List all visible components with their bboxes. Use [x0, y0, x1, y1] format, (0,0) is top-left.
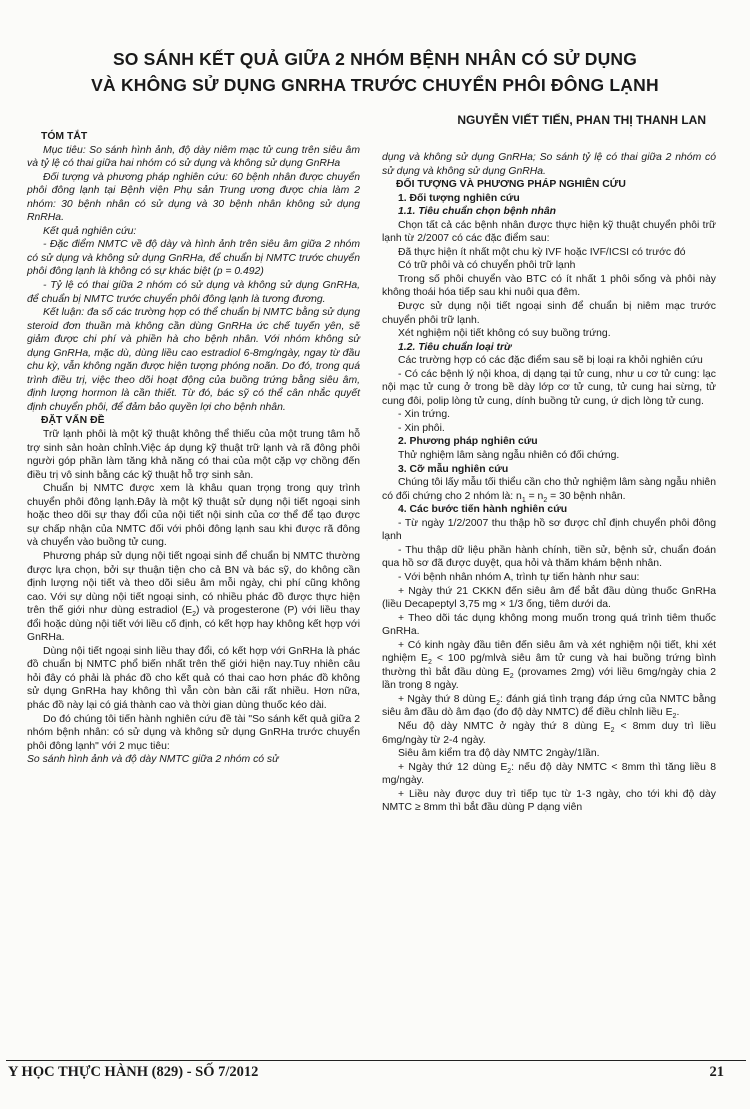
section-heading: 1. Đối tượng nghiên cứu [398, 192, 520, 204]
paragraph: Do đó chúng tôi tiến hành nghiên cứu đề tài "So sánh kết quả giữa 2 nhóm bệnh nhân: có sử dụng và không sử dụng GnRHa trước chuyển phôi đông lạnh" với 2 mục tiêu: [27, 713, 360, 752]
paragraph: - Từ ngày 1/2/2007 thu thập hồ sơ được chỉ định chuyển phôi đông lạnh [382, 517, 716, 543]
paragraph: Xét nghiệm nội tiết không có suy buồng trứng. [398, 328, 611, 340]
paragraph: + Theo dõi tác dụng không mong muốn trong quá trình tiêm thuốc GnRHa. [382, 612, 716, 638]
paragraph: Thử nghiệm lâm sàng ngẫu nhiên có đối chứng. [398, 450, 620, 462]
text: Phương pháp sử dụng nội tiết ngoại sinh để chuẩn bị NMTC thường được lựa chọn, bởi sự thuận tiện cho cả BN và bác sỹ, do không cần định lượng nội tiết và theo dõi siêu âm mỗi ngày, chi phí cũng không cao. Với sự dùng nội tiết ngoại sinh, có nhiều phác đồ được thực hiện trên thế giới như dùng estradiol (E [27, 550, 360, 617]
paragraph: + Liều này được duy trì tiếp tục từ 1-3 ngày, cho tới khi độ dày NMTC ≥ 8mm thì bắt đầu dùng P dạng viên [382, 788, 716, 814]
paragraph: Kết luận: đa số các trường hợp có thể chuẩn bị NMTC bằng sử dụng steroid đơn thuần mà không cần dùng GnRHa ức chế tuyến yên, sẽ giảm được chi phí và phiền hà cho bệnh nhân. Với nhóm không sử dụng GnRHa, mặc dù, dùng liều cao estradiol 6-8mg/ngày, ngay từ đầu chu kỳ, vẫn không ngăn được hiện tượng phóng noãn. Do đó, trong quá trình điều trị, việc theo dõi hoạt động của buồng trứng bằng siêu âm, định lượng hormon là cần thiết. Từ đó, bác sỹ có thể cân nhắc quyết định chuyển phôi, để đảm bảo quyền lợi cho bệnh nhân. [27, 307, 360, 413]
text: + Có kinh ngày đầu tiên đến siêu âm và xét nghiệm nội tiết, khi xét nghiệm E [382, 639, 716, 665]
right-column [382, 151, 716, 815]
subscript: 2 [672, 713, 677, 721]
subscript: 2 [427, 659, 432, 667]
paragraph [382, 761, 716, 788]
paragraph: dụng và không sử dụng GnRHa; So sánh tỷ lệ có thai giữa 2 nhóm có sử dụng và không sử dụng GnRHa. [382, 152, 716, 177]
article-title-line-1: SO SÁNH KẾT QUẢ GIỮA 2 NHÓM BỆNH NHÂN CÓ SỬ DỤNG [112, 49, 638, 69]
subscript: 2 [507, 767, 512, 775]
text: < 100 pg/mlvà siêu âm tử cung và hai buồng trứng bình thường thì bắt đầu dùng E [382, 653, 716, 678]
text: (provames 2mg) với liều 6mg/ngày chia 2 lần trong 8 ngày. [382, 666, 716, 692]
subsection-heading: 1.1. Tiêu chuẩn chọn bệnh nhân [398, 206, 556, 218]
text: + Ngày thứ 8 dùng E [398, 693, 497, 705]
footer-rule [6, 1060, 746, 1061]
paragraph: + Ngày thứ 21 CKKN đến siêu âm để bắt đầu dùng thuốc GnRHa (liều Decapeptyl 3,75 mg × 1/3 ống, tiêm dưới da. [382, 585, 716, 611]
section-heading: 3. Cỡ mẫu nghiên cứu [398, 463, 509, 475]
subscript: 2 [496, 699, 500, 707]
page-number: 21 [709, 1064, 724, 1080]
text: : đánh giá tình trạng đáp ứng của NMTC bằng siêu âm đầu dò âm đạo (đo độ dày NMTC) để điều chỉnh liều E [382, 693, 716, 719]
paragraph: - Với bệnh nhân nhóm A, trình tự tiến hành như sau: [398, 571, 640, 583]
summary-heading: TÓM TẮT [41, 131, 88, 142]
paragraph: Đối tượng và phương pháp nghiên cứu: 60 bệnh nhân được chuyển phôi đông lạnh tại Bệnh viện Phụ sản Trung ương được chia làm 2 nhóm: 30 bệnh nhân có sử dụng và 30 bệnh nhân không sử dụng RnRHa. [27, 171, 360, 224]
authors: NGUYỄN VIẾT TIẾN, PHAN THỊ THANH LAN [457, 113, 706, 127]
paragraph [382, 693, 716, 720]
text: = 30 bệnh nhân. [547, 490, 626, 502]
text: : nếu độ dày NMTC < 8mm thì tăng liều 8 mg/ngày. [382, 761, 716, 787]
paragraph: Các trường hợp có các đặc điểm sau sẽ bị loại ra khỏi nghiên cứu [398, 355, 703, 367]
paragraph: Chọn tất cả các bệnh nhân được thực hiện kỹ thuật chuyển phôi trữ lạnh từ 2/2007 có các đặc điểm sau: [382, 219, 716, 245]
section-heading: 2. Phương pháp nghiên cứu [398, 436, 538, 448]
subscript: 2 [610, 727, 615, 735]
paragraph: Có trữ phôi và có chuyển phôi trữ lạnh [398, 260, 576, 272]
paragraph: Dùng nội tiết ngoại sinh liều thay đổi, có kết hợp với GnRHa là phác đồ chuẩn bị NMTC phổ biến nhất trên thế giới hiện nay.Tuy nhiên câu hỏi đây có phải là phác đồ cho kết quả có thai cao hơn phác đồ không sử dụng GnRHa hay không thì vẫn còn bàn cãi rất nhiều. Hơn nữa, phác đồ này lại có giá thành cao và thời gian dùng thuốc kéo dài. [27, 645, 360, 711]
article-title-line-2: VÀ KHÔNG SỬ DỤNG GNRHA TRƯỚC CHUYỂN PHÔI ĐÔNG LẠNH [91, 75, 659, 95]
paragraph: - Xin trứng. [398, 409, 450, 421]
subscript: 2 [509, 672, 514, 680]
paragraph: - Xin phôi. [398, 422, 445, 434]
paragraph: - Tỷ lệ có thai giữa 2 nhóm có sử dụng và không sử dụng GnRHa, để chuẩn bị NMTC trước chuyển phôi đông lạnh là tương đương. [27, 280, 360, 305]
paragraph: Đã thực hiện ít nhất một chu kỳ IVF hoặc IVF/ICSI có trước đó [398, 246, 686, 258]
paragraph: - Có các bệnh lý nội khoa, dị dạng tại tử cung, như u cơ tử cung: lạc nội mạc tử cung ở trong bề dày lớp cơ tử cung, tử cung hai sừng, tử cung đôi, polip lòng tử cung, dính buồng tử cung, ứ dịch lòng tử cung. [382, 368, 716, 407]
paragraph: Trữ lạnh phôi là một kỹ thuật không thể thiếu của một trung tâm hỗ trợ sinh sản hoàn chỉnh.Việc áp dụng kỹ thuật trữ lạnh và rã đông phôi người góp phần làm tăng khả năng có thai của một cặp vợ chồng đến điều trị vô sinh bằng các kỹ thuật hỗ trợ sinh sản. [27, 429, 360, 481]
paragraph: Mục tiêu: So sánh hình ảnh, độ dày niêm mạc tử cung trên siêu âm và tỷ lệ có thai giữa hai nhóm có sử dụng và không sử dụng GnRHa [27, 144, 360, 170]
paragraph: Trong số phôi chuyển vào BTC có ít nhất 1 phôi sống và phôi này không thoái hóa tiếp sau khi nuôi qua đêm. [382, 273, 716, 299]
paragraph: So sánh hình ảnh và độ dày NMTC giữa 2 nhóm có sử [27, 754, 279, 766]
subsection-heading: 1.2. Tiêu chuẩn loại trừ [398, 341, 512, 353]
paragraph [382, 476, 716, 503]
paragraph: Kết quả nghiên cứu: [43, 225, 137, 237]
text: < 8mm duy trì liều 6mg/ngày từ 2-4 ngày. [382, 720, 716, 746]
section-heading: 4. Các bước tiến hành nghiên cứu [398, 504, 568, 516]
subscript: 2 [543, 496, 548, 504]
text: Chúng tôi lấy mẫu tối thiểu cần cho thử nghiệm lâm sàng ngẫu nhiên có đối chứng cho 2 nhóm là: n [382, 477, 716, 502]
text: . [676, 707, 680, 719]
paragraph: Siêu âm kiểm tra độ dày NMTC 2ngày/1lần. [398, 748, 600, 760]
paragraph [27, 550, 360, 645]
left-column [27, 130, 360, 767]
subscript: 2 [192, 611, 197, 619]
intro-heading: ĐẶT VẤN ĐỀ [41, 415, 105, 427]
paragraph: - Đặc điểm NMTC về độ dày và hình ảnh trên siêu âm giữa 2 nhóm có sử dụng và không sử dụng GnRHa, để chuẩn bị NMTC trước chuyển phôi đông lạnh là không có sự khác biệt (p = 0.492) [27, 239, 360, 278]
paragraph: - Thu thập dữ liệu phần hành chính, tiền sử, bệnh sử, chuẩn đoán qua hồ sơ đã được duyệt, qua hỏi và thăm khám bệnh nhân. [382, 544, 716, 570]
paragraph [382, 639, 716, 693]
subscript: 1 [521, 496, 526, 504]
paragraph: Chuẩn bị NMTC được xem là khâu quan trọng trong quy trình chuyển phôi đông lạnh.Đây là một kỹ thuật sử dụng nội tiết ngoại sinh hoặc theo dõi sự thay đổi của nội tiết nội sinh của cơ thể để tạo được sự chấp nhận của NMTC đối với phôi đông lạnh sau khi được rã đông và chuyển vào buồng tử cung. [27, 483, 360, 549]
paragraph [382, 720, 716, 747]
text: + Ngày thứ 12 dùng E [398, 761, 508, 773]
paragraph: Được sử dụng nội tiết ngoại sinh để chuẩn bị niêm mạc trước chuyển phôi trữ lạnh. [382, 301, 716, 326]
text: ) và progesterone (P) với liều thay đổi hoặc dùng nội tiết với liều cố định, có kết hợp hay không kết hợp với GnRHa. [27, 605, 360, 644]
journal-footer: Y HỌC THỰC HÀNH (829) - SỐ 7/2012 [8, 1064, 259, 1080]
text: Nếu độ dày NMTC ở ngày thứ 8 dùng E [398, 720, 611, 732]
text: = n [525, 490, 544, 502]
methods-heading: ĐỐI TƯỢNG VÀ PHƯƠNG PHÁP NGHIÊN CỨU [396, 179, 626, 191]
